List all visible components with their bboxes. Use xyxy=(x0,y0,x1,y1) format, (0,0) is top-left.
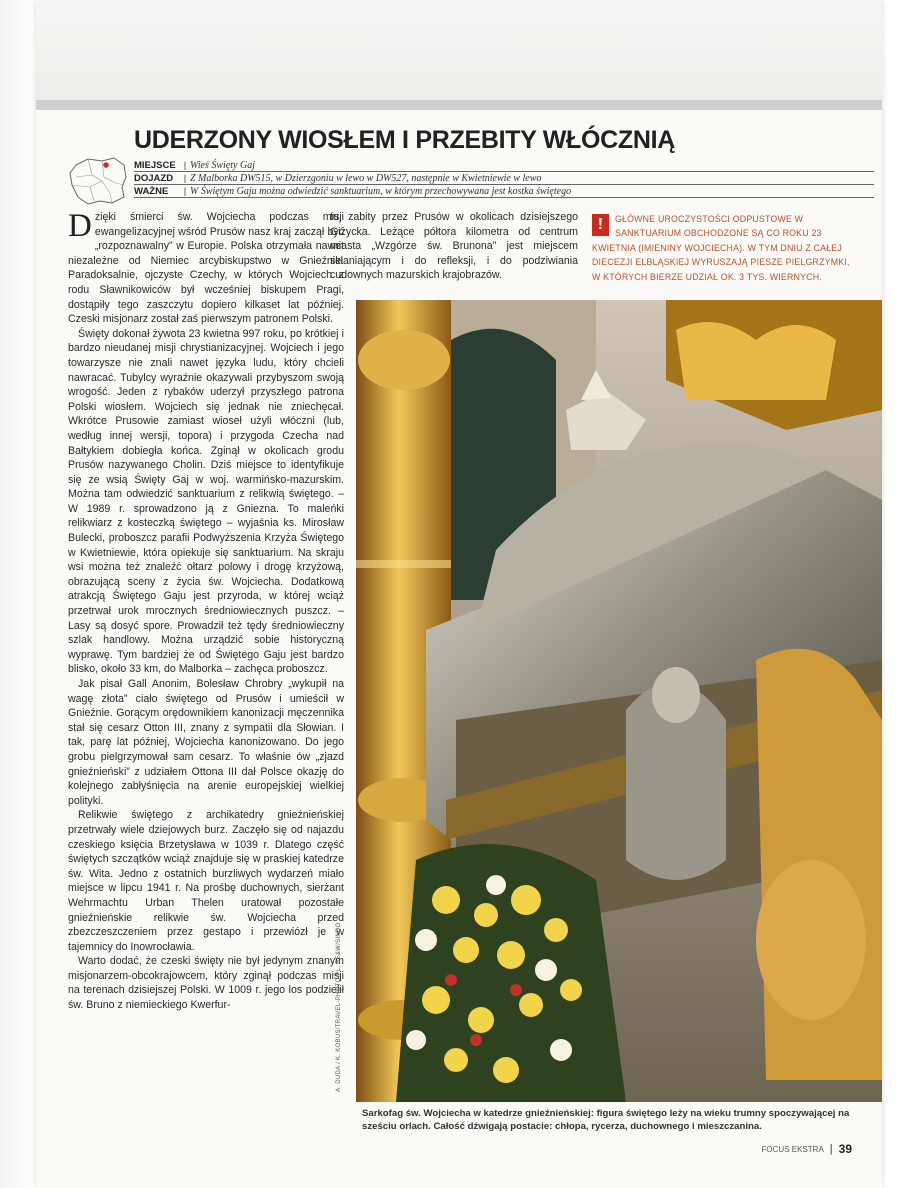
photo-caption: Sarkofag św. Wojciecha w katedrze gnieźnieńskiej: figura świętego leży na wieku trumny spoczywającej na sześciu orlach. Całość dźwigają postacie: chłopa, rycerza, duchownego i mieszczanina. xyxy=(362,1108,850,1132)
info-row-important: WAŻNE | W Świętym Gaju można odwiedzić sanktuarium, w którym przechowywana jest kostka świętego xyxy=(134,185,874,198)
paragraph-4: Relikwie świętego z archikatedry gnieźnieńskiej przetrwały wiele dziejowych burz. Zaczęło się od najazdu czeskiego księcia Brzetysława w 1039 r. Dlatego część świętych szczątków wciąż znajduje się w praskiej katedrze św. Wita. Jedno z ostatnich burzliwych wydarzeń miało miejsce w lipcu 1941 r. Na prośbę duchownych, sierżant Wehrmachtu Urban Thelen uratował pozostałe gnieźnieńskie relikwie św. Wojciecha przed zbezczeszczeniem przez gestapo i przewiózł je w tajemnicy do Inowrocławia. xyxy=(68,809,344,953)
drop-cap: D xyxy=(68,208,92,244)
paragraph-2: Święty dokonał żywota 23 kwietna 997 roku, po krótkiej i bardzo nieudanej misji chrystianizacyjnej. Wojciech i jego towarzysze nie znali nawet języka ludu, który chcieli nawracać. Tubylcy wyraźnie okazywali przybyszom swoją wrogość. Jeden z rybaków uderzył przyszłego patrona Polski wiosłem. Wojciech się jednak nie zniechęcał. Wkrótce Prusowie zamiast wioseł użyli włóczni (lub, według innej wersji, topora) i przygoda Czecha nad Bałtykiem dobiegła końca. Zginął w okolicach grodu Prusów nazywanego Cholin. Dziś miejsce to identyfikuje się ze wsią Święty Gaj w woj. warmińsko-mazurskim. Można tam odwiedzić sanktuarium z relikwią świętego. – W 1989 r. sprowadzono ją z Gniezna. To maleńki relikwiarz z kosteczką świętego – wyjaśnia ks. Mirosław Bulecki, proboszcz parafii Podwyższenia Krzyża Świętego w Kwietniewie, która opiekuje się sanktuarium. Na skraju wsi można też znaleźć ołtarz polowy i drogę krzyżową, obrazującą sceny z życia św. Wojciecha. Dodatkową atrakcją Świętego Gaju jest przyroda, w której wciąż przetrwał urok mrocznych średniowiecznych puszcz. – Lasy są dosyć spore. Prowadził też tędy średniowieczny szlak handlowy. Można urządzić sobie historyczną wyprawę. Tym bardziej że od Świętego Gaju jest bardzo blisko, około 33 km, do Malborka – zachęca proboszcz. xyxy=(68,327,344,676)
callout-box xyxy=(592,212,852,284)
body-column-2: tu, zabity przez Prusów w okolicach dzisiejszego Giżycka. Leżące półtora kilometra od centrum miasta „Wzgórze św. Brunona” jest miejscem skłaniającym i do refleksji, i do podziwiania cudownych mazurskich krajobrazów. xyxy=(330,211,578,282)
info-box xyxy=(134,159,874,198)
info-value: Z Malborka DW515, w Dzierzgoniu w lewo w DW527, następnie w Kwietniewie w lewo xyxy=(190,172,542,184)
body-column-1 xyxy=(68,210,344,1013)
sarcophagus-photo xyxy=(356,300,882,1102)
paragraph-3: Jak pisał Gall Anonim, Bolesław Chrobry „wykupił na wagę złota” ciało świętego od Prusów i umieścił w Gnieźnie. Gorącym orędownikiem kanonizacji męczennika stał się cesarz Otton III, znany z sympatii dla Słowian. I tak, parę lat później, Wojciecha kanonizowano. Do jego grobu pielgrzymował sam cesarz. To właśnie ów „zjazd gnieźnieński” z udziałem Ottona III dał Polsce okazję do kolejnego zabłyśnięcia na arenie europejskiej wielkiej polityki. xyxy=(68,678,344,807)
magazine-name: FOCUS EKSTRA xyxy=(761,1144,824,1154)
paragraph-1: zięki śmierci św. Wojciecha podczas misji ewangelizacyjnej wśród Prusów nasz kraj zaczął być „rozpoznawalny” w Europie. Polska otrzymała nawet niezależne od Niemiec arcybiskupstwo w Gnieźnie. Paradoksalnie, ojczyste Czechy, w których Wojciech z rodu Sławnikowiców był wcześniej biskupem Pragi, dostąpiły tego zaszczytu dopiero kilkaset lat później. Czeski misjonarz został zaś pierwszym patronem Polski. xyxy=(68,211,344,326)
poland-map-icon xyxy=(66,155,130,207)
photo-illustration xyxy=(356,300,882,1102)
info-value: W Świętym Gaju można odwiedzić sanktuarium, w którym przechowywana jest kostka świętego xyxy=(190,185,572,197)
scan-margin xyxy=(0,0,36,1188)
info-label: WAŻNE xyxy=(134,185,169,197)
photo-credit: A. DUDA / K. KOBUS/TRAVEL-PHOTO.PL, BE&W/SINDO xyxy=(336,922,342,1092)
page-footer: FOCUS EKSTRA | 39 xyxy=(761,1142,852,1156)
paragraph-5: Warto dodać, że czeski święty nie był jedynym znanym misjonarzem-obcokrajowcem, który zginął podczas misji na terenach dzisiejszej Polski. W 1009 r. jego los podzielił św. Bruno z niemieckiego Kwerfur- xyxy=(68,955,344,1012)
info-label: MIEJSCE xyxy=(134,159,176,171)
exclamation-icon: ! xyxy=(592,214,609,236)
info-row-access: DOJAZD | Z Malborka DW515, w Dzierzgoniu w lewo w DW527, następnie w Kwietniewie w lewo xyxy=(134,172,874,185)
article-title: UDERZONY WIOSŁEM I PRZEBITY WŁÓCZNIĄ xyxy=(134,126,676,154)
top-band xyxy=(36,0,882,100)
magazine-page xyxy=(36,0,882,1188)
info-row-place: MIEJSCE | Wieś Święty Gaj xyxy=(134,159,874,172)
info-label: DOJAZD xyxy=(134,172,174,184)
info-value: Wieś Święty Gaj xyxy=(190,159,255,171)
header-rule xyxy=(36,100,882,110)
page-number: 39 xyxy=(838,1142,852,1156)
callout-text: GŁÓWNE UROCZYSTOŚCI ODPUSTOWE W SANKTUARIUM OBCHODZONE SĄ CO ROKU 23 KWIETNIA (IMIENINY WOJCIECHA). W TYM DNIU Z CAŁEJ DIECEZJI ELBLĄSKIEJ WYRUSZAJĄ PIESZE PIELGRZYMKI, W KTÓRYCH BIERZE UDZIAŁ OK. 3 TYS. WIERNYCH. xyxy=(592,214,850,282)
